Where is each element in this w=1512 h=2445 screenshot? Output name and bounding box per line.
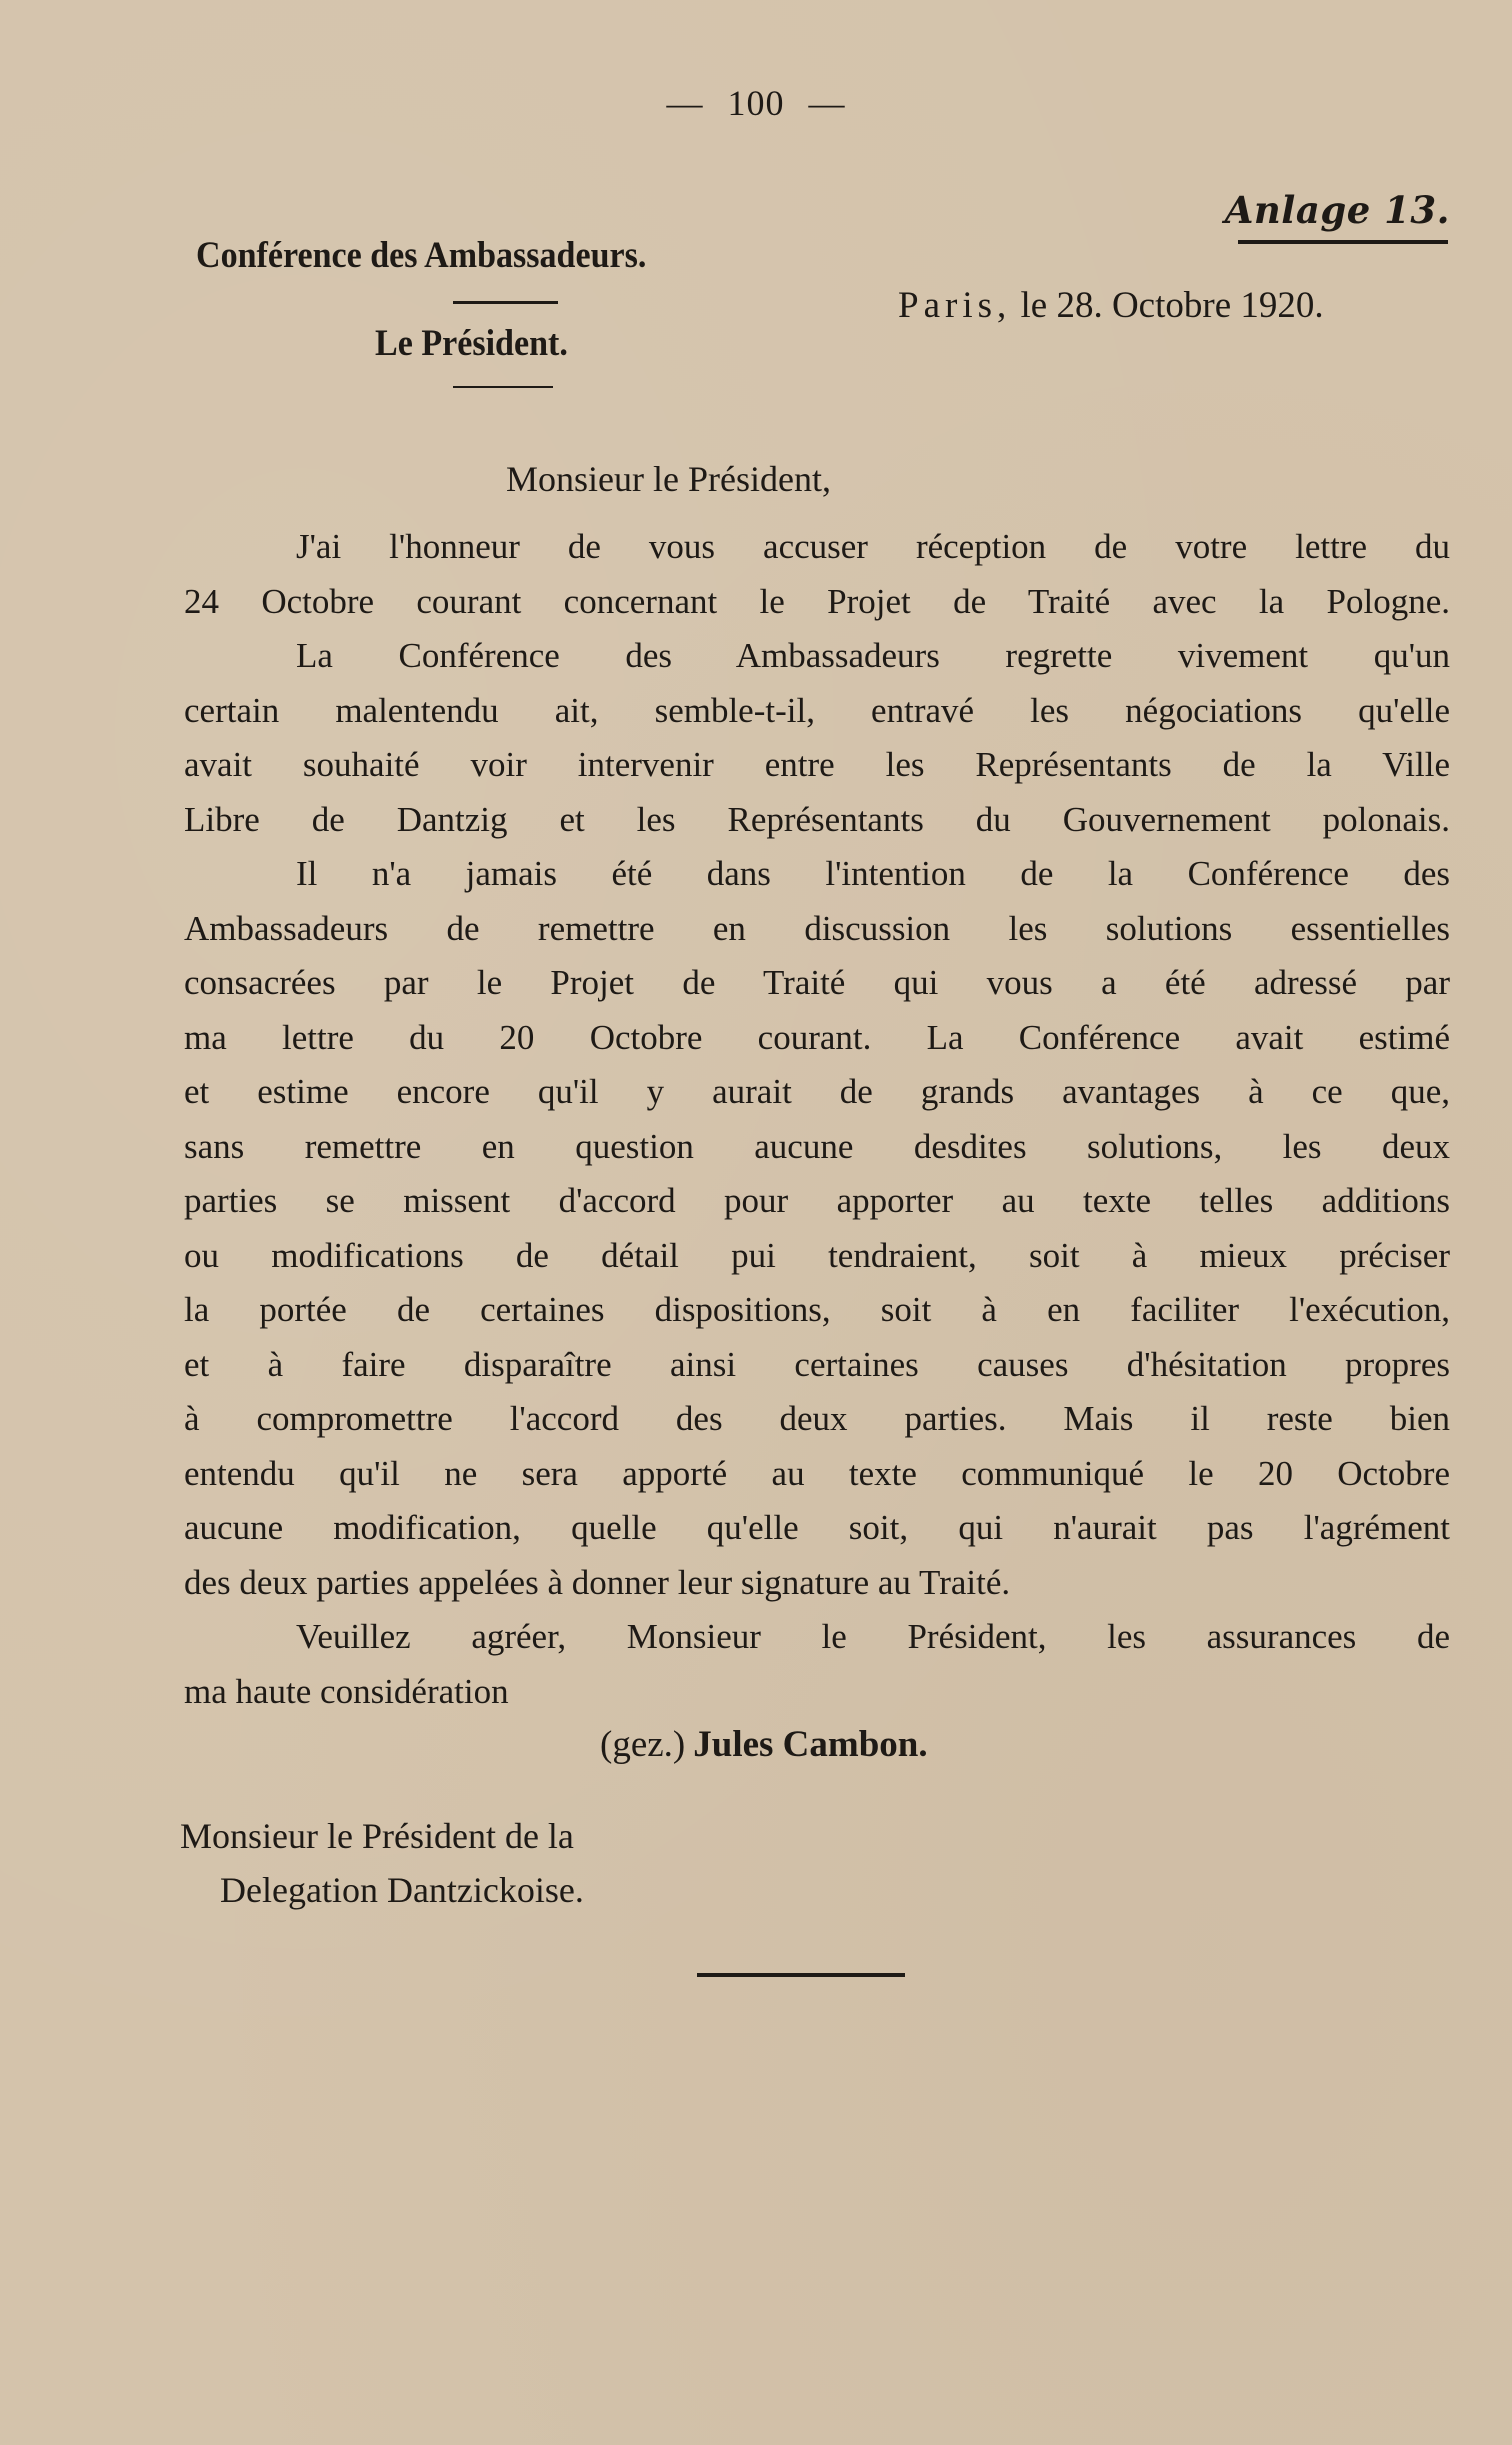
paragraph-line: ou modifications de détail pui tendraient, soit à mieux préciser: [184, 1235, 1450, 1275]
paragraph-line: la portée de certaines dispositions, soit à en faciliter l'exécution,: [184, 1290, 1450, 1329]
paragraph-3: [184, 847, 1450, 1610]
sender-organization: Conférence des Ambassadeurs.: [196, 235, 647, 276]
paragraph-line: ma lettre du 20 Octobre courant. La Conférence avait estimé: [184, 1017, 1450, 1057]
paragraph-line: aucune modification, quelle qu'elle soit, qui n'aurait pas l'agrément: [184, 1508, 1450, 1547]
page-number: [0, 82, 1512, 124]
paragraph-line: Veuillez agréer, Monsieur le Président, les assurances de: [296, 1617, 1450, 1656]
paragraph-line: avait souhaité voir intervenir entre les Représentants de la Ville: [184, 745, 1450, 784]
page-number-value: 100: [727, 83, 785, 123]
addressee-line-1: Monsieur le Président de la: [180, 1816, 574, 1856]
paragraph-line: 24 Octobre courant concernant le Projet de Traité avec la Pologne.: [184, 581, 1450, 621]
paragraph-line: et estime encore qu'il y aurait de grands avantages à ce que,: [184, 1072, 1450, 1111]
place: Paris,: [898, 285, 1012, 326]
paragraph-line: et à faire disparaître ainsi certaines causes d'hésitation propres: [184, 1344, 1450, 1384]
end-divider: [697, 1973, 905, 1977]
paragraph-1: [184, 520, 1450, 629]
paragraph-line: des deux parties appelées à donner leur signature au Traité.: [184, 1562, 1011, 1602]
paragraph-line: à compromettre l'accord des deux parties. Mais il reste bien: [184, 1399, 1450, 1438]
date: le 28. Octobre 1920.: [1020, 285, 1324, 326]
paragraph-closing: [184, 1610, 1450, 1719]
signature: [600, 1723, 928, 1766]
signature-prefix: (gez.): [600, 1724, 686, 1765]
paragraph-line: ma haute considération: [184, 1671, 509, 1711]
page-number-dash-right: —: [808, 83, 846, 123]
page-number-dash-left: —: [666, 83, 704, 123]
header-divider-1: [453, 301, 558, 304]
paragraph-2: [184, 629, 1450, 847]
place-date: [898, 284, 1324, 327]
annex-underline: [1238, 240, 1448, 244]
paragraph-line: sans remettre en question aucune desdites solutions, les deux: [184, 1126, 1450, 1166]
addressee-line-2: Delegation Dantzickoise.: [220, 1870, 584, 1910]
paragraph-line: Ambassadeurs de remettre en discussion les solutions essentielles: [184, 908, 1450, 948]
sender-title: Le Président.: [375, 323, 568, 364]
paragraph-line: Il n'a jamais été dans l'intention de la Conférence des: [296, 854, 1450, 893]
paragraph-line: J'ai l'honneur de vous accuser réception de votre lettre du: [296, 527, 1450, 566]
annex-label: Anlage 13.: [1224, 188, 1450, 232]
signature-name: Jules Cambon.: [693, 1724, 928, 1765]
paragraph-line: consacrées par le Projet de Traité qui vous a été adressé par: [184, 963, 1450, 1002]
paragraph-line: certain malentendu ait, semble-t-il, entravé les négociations qu'elle: [184, 690, 1450, 730]
paragraph-line: La Conférence des Ambassadeurs regrette vivement qu'un: [296, 636, 1450, 675]
salutation: Monsieur le Président,: [506, 459, 831, 499]
paragraph-line: parties se missent d'accord pour apporter au texte telles additions: [184, 1181, 1450, 1220]
paragraph-line: Libre de Dantzig et les Représentants du Gouvernement polonais.: [184, 799, 1450, 839]
paragraph-line: entendu qu'il ne sera apporté au texte communiqué le 20 Octobre: [184, 1453, 1450, 1493]
header-divider-2: [453, 386, 553, 388]
